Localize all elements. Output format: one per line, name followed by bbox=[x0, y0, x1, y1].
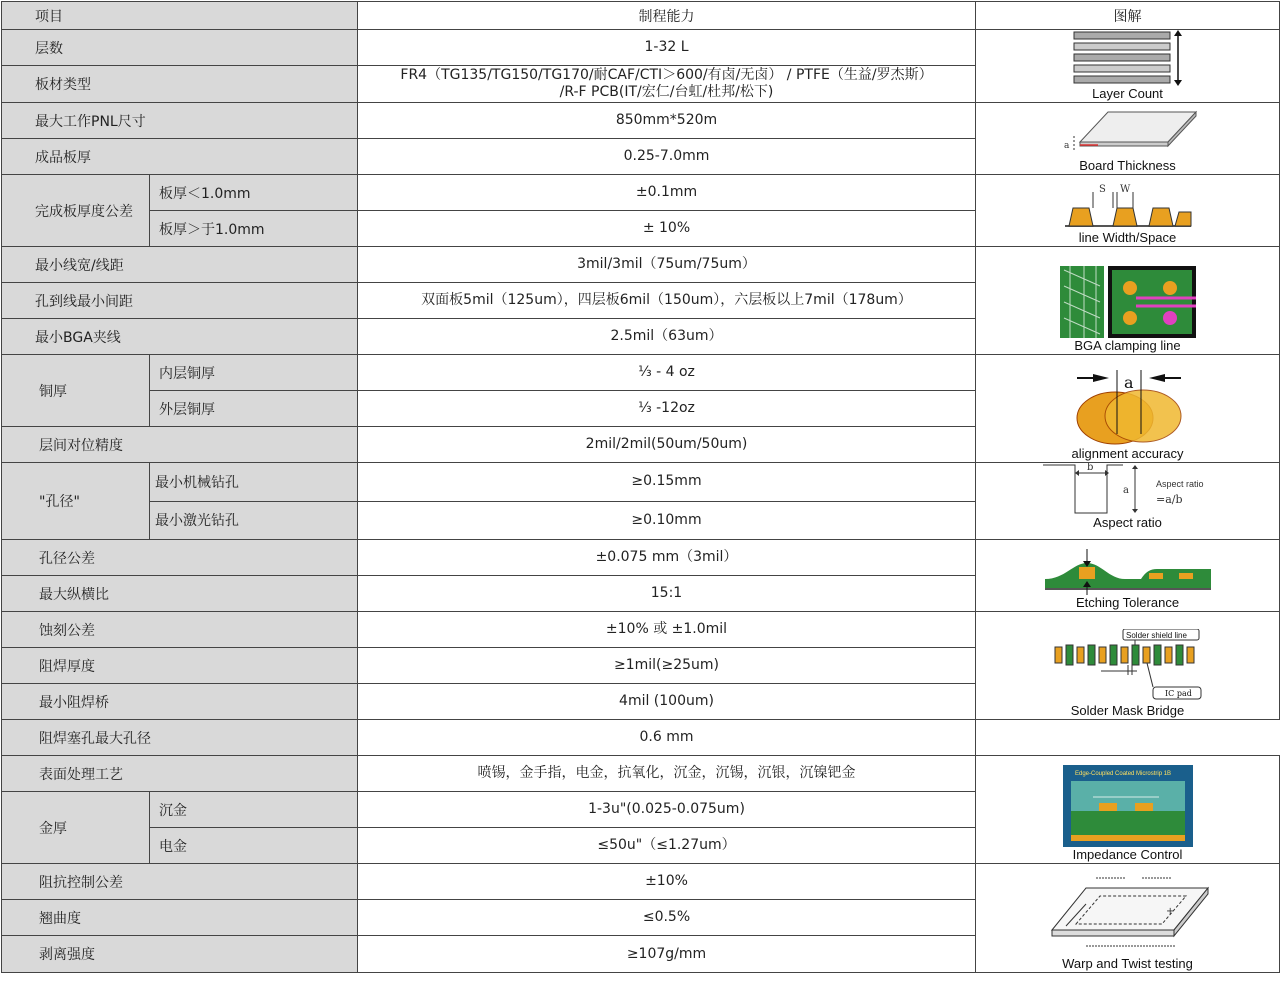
row-sublabel: 板厚＜1.0mm bbox=[150, 175, 358, 211]
table-row bbox=[2, 175, 1280, 211]
line-width-s-label: S bbox=[1098, 184, 1106, 195]
row-value: ±10% bbox=[358, 864, 976, 900]
warp-caption: Warp and Twist testing bbox=[1062, 956, 1193, 971]
table-row bbox=[2, 612, 1280, 648]
material-line-1: FR4（TG135/TG150/TG170/耐CAF/CTI＞600/有卤/无卤） / PTFE（生益/罗杰斯） bbox=[400, 67, 933, 83]
row-value: 2.5mil（63um） bbox=[358, 319, 976, 355]
row-label: 最小BGA夹线 bbox=[2, 319, 358, 355]
row-label: 表面处理工艺 bbox=[2, 756, 358, 792]
row-value: ≤50u"（≤1.27um） bbox=[358, 828, 976, 864]
alignment-mark: a bbox=[1123, 373, 1134, 392]
row-value: 2mil/2mil(50um/50um) bbox=[358, 427, 976, 463]
aspect-caption: Aspect ratio bbox=[1093, 515, 1162, 530]
row-value: 850mm*520m bbox=[358, 103, 976, 139]
solder-bridge-diagram bbox=[976, 612, 1280, 720]
row-value: ≤0.5% bbox=[358, 900, 976, 936]
aspect-note-2: =a/b bbox=[1155, 493, 1183, 506]
board-thickness-caption: Board Thickness bbox=[1079, 158, 1176, 173]
aspect-ratio-diagram bbox=[976, 463, 1280, 540]
row-value: 4mil (100um) bbox=[358, 684, 976, 720]
row-value: ≥1mil(≥25um) bbox=[358, 648, 976, 684]
row-value bbox=[358, 66, 976, 103]
aspect-a-label: a bbox=[1122, 485, 1129, 496]
table-row bbox=[2, 756, 1280, 792]
board-thickness-mark: a bbox=[1063, 141, 1069, 151]
row-label: 蚀刻公差 bbox=[2, 612, 358, 648]
row-label: 最大工作PNL尺寸 bbox=[2, 103, 358, 139]
row-label: 金厚 bbox=[2, 792, 150, 864]
row-label: 孔到线最小间距 bbox=[2, 283, 358, 319]
board-thickness-icon bbox=[1058, 106, 1198, 158]
warp-diagram bbox=[976, 864, 1280, 973]
row-label: 完成板厚度公差 bbox=[2, 175, 150, 247]
row-label: 层数 bbox=[2, 30, 358, 66]
row-value: 0.6 mm bbox=[358, 720, 976, 756]
row-sublabel: 电金 bbox=[150, 828, 358, 864]
row-value: 15:1 bbox=[358, 576, 976, 612]
row-value: ⅓ - 4 oz bbox=[358, 355, 976, 391]
row-value: ≥0.10mm bbox=[358, 501, 976, 540]
bga-diagram bbox=[976, 247, 1280, 355]
etching-caption: Etching Tolerance bbox=[1075, 595, 1180, 610]
header-diagram: 图解 bbox=[976, 2, 1280, 30]
row-sublabel: 沉金 bbox=[150, 792, 358, 828]
impedance-diagram bbox=[976, 756, 1280, 864]
row-value: 1-3u"(0.025-0.075um) bbox=[358, 792, 976, 828]
row-value: 双面板5mil（125um），四层板6mil（150um），六层板以上7mil（178um） bbox=[358, 283, 976, 319]
solder-bridge-caption: Solder Mask Bridge bbox=[1070, 703, 1185, 718]
layer-count-caption: Layer Count bbox=[1092, 86, 1163, 101]
solder-mask-bridge-icon bbox=[1053, 629, 1203, 703]
line-width-caption: line Width/Space bbox=[1078, 230, 1177, 245]
table-row bbox=[2, 864, 1280, 900]
row-label: 阻焊厚度 bbox=[2, 648, 358, 684]
table-row bbox=[2, 355, 1280, 391]
row-label: 板材类型 bbox=[2, 66, 358, 103]
table-row bbox=[2, 463, 1280, 502]
alignment-caption: alignment accuracy bbox=[1071, 446, 1184, 461]
header-row bbox=[2, 2, 1280, 30]
row-value: ⅓ -12oz bbox=[358, 391, 976, 427]
row-label: 成品板厚 bbox=[2, 139, 358, 175]
board-thickness-diagram bbox=[976, 103, 1280, 175]
table-row bbox=[2, 540, 1280, 576]
row-value: ± 10% bbox=[358, 211, 976, 247]
header-item: 项目 bbox=[2, 2, 358, 30]
etching-diagram bbox=[976, 540, 1280, 612]
alignment-icon bbox=[1073, 368, 1183, 446]
table-row bbox=[2, 720, 1280, 756]
warp-twist-icon bbox=[1046, 874, 1210, 956]
row-label: 剥离强度 bbox=[2, 936, 358, 973]
pcb-capability-table bbox=[1, 1, 1280, 973]
table-row bbox=[2, 30, 1280, 66]
svg-text:+: + bbox=[1165, 906, 1174, 917]
aspect-ratio-icon bbox=[1043, 463, 1213, 515]
row-label: "孔径" bbox=[2, 463, 150, 540]
row-value: ±0.1mm bbox=[358, 175, 976, 211]
table-row bbox=[2, 247, 1280, 283]
impedance-caption: Impedance Control bbox=[1072, 847, 1183, 862]
solder-pads bbox=[1055, 645, 1194, 665]
layer-count-diagram bbox=[976, 30, 1280, 103]
row-sublabel: 最小激光钻孔 bbox=[150, 501, 358, 540]
row-value: ≥0.15mm bbox=[358, 463, 976, 502]
aspect-note-1: Aspect ratio bbox=[1155, 479, 1204, 489]
aspect-b-label: b bbox=[1086, 463, 1093, 473]
row-label: 阻抗控制公差 bbox=[2, 864, 358, 900]
row-value: 0.25-7.0mm bbox=[358, 139, 976, 175]
alignment-diagram bbox=[976, 355, 1280, 463]
row-value: 1-32 L bbox=[358, 30, 976, 66]
row-sublabel: 最小机械钻孔 bbox=[150, 463, 358, 502]
line-width-w-label: W bbox=[1119, 184, 1130, 195]
row-sublabel: 板厚＞于1.0mm bbox=[150, 211, 358, 247]
bga-clamping-icon bbox=[1060, 266, 1196, 338]
row-value: 3mil/3mil（75um/75um） bbox=[358, 247, 976, 283]
row-label: 翘曲度 bbox=[2, 900, 358, 936]
row-value: 喷锡，金手指，电金，抗氧化，沉金，沉锡，沉银，沉镍钯金 bbox=[358, 756, 976, 792]
line-width-icon bbox=[1063, 184, 1193, 230]
row-label: 阻焊塞孔最大孔径 bbox=[2, 720, 358, 756]
bga-caption: BGA clamping line bbox=[1074, 338, 1181, 353]
etching-icon bbox=[1045, 549, 1211, 595]
ic-pad-label: IC pad bbox=[1164, 689, 1192, 698]
row-value: ±0.075 mm（3mil） bbox=[358, 540, 976, 576]
material-line-2: /R-F PCB(IT/宏仁/台虹/杜邦/松下) bbox=[559, 84, 774, 100]
row-label: 最小阻焊桥 bbox=[2, 684, 358, 720]
row-value: ±10% 或 ±1.0mil bbox=[358, 612, 976, 648]
line-width-diagram bbox=[976, 175, 1280, 247]
solder-shield-label: Solder shield line bbox=[1125, 631, 1187, 640]
impedance-icon bbox=[1063, 765, 1193, 847]
table-row bbox=[2, 103, 1280, 139]
row-label: 孔径公差 bbox=[2, 540, 358, 576]
row-sublabel: 内层铜厚 bbox=[150, 355, 358, 391]
impedance-title: Edge-Coupled Coated Microstrip 1B bbox=[1074, 771, 1171, 777]
layer-count-icon bbox=[1068, 30, 1188, 86]
row-label: 最大纵横比 bbox=[2, 576, 358, 612]
row-value: ≥107g/mm bbox=[358, 936, 976, 973]
row-label: 最小线宽/线距 bbox=[2, 247, 358, 283]
header-capability: 制程能力 bbox=[358, 2, 976, 30]
row-label: 层间对位精度 bbox=[2, 427, 358, 463]
row-sublabel: 外层铜厚 bbox=[150, 391, 358, 427]
row-label: 铜厚 bbox=[2, 355, 150, 427]
